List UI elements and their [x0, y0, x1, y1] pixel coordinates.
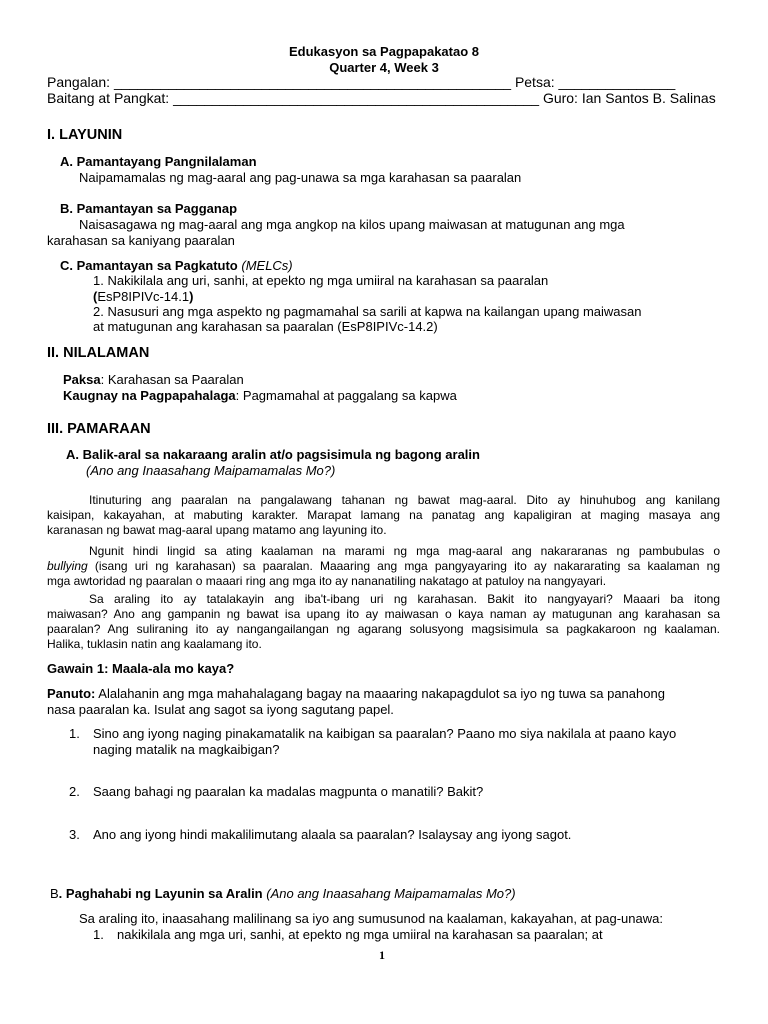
- paragraph-1-line: Itinuturing ang paaralan na pangalawang tahanan ng bawat mag-aaral. Dito ay hinuhubog ang kanilang: [89, 493, 720, 507]
- value-row: [63, 388, 457, 403]
- document-quarter: Quarter 4, Week 3: [329, 60, 439, 75]
- grade-blank: _______________________________________________: [173, 90, 540, 106]
- page-number: 1: [379, 948, 385, 962]
- paragraph-3-line: maiwasan? Ano ang gampanin ng bawat isa upang ito ay maiwasan o kaya naman ay matugunan ang karahasan sa: [47, 607, 720, 621]
- competency-1-line2: [93, 289, 193, 304]
- question-3-number: 3.: [69, 827, 80, 842]
- instruction-line2: nasa paaralan ka. Isulat ang sagot sa iyong sagutang papel.: [47, 702, 394, 717]
- activity-heading: Gawain 1: Maala-ala mo kaya?: [47, 661, 235, 676]
- date-label: Petsa:: [514, 74, 555, 90]
- layunin-b-text-line1: Naisasagawa ng mag-aaral ang mga angkop na kilos upang maiwasan at matugunan ang mga: [79, 217, 625, 232]
- section-b-item-1-number: 1.: [93, 927, 104, 942]
- value-label: Kaugnay na Pagpapahalaga: [63, 388, 236, 403]
- section-b-item-1: nakikilala ang mga uri, sanhi, at epekto ng mga umiiral na karahasan sa paaralan; at: [117, 927, 603, 942]
- question-1-number: 1.: [69, 726, 80, 741]
- layunin-a-heading: A. Pamantayang Pangnilalaman: [60, 154, 257, 169]
- paragraph-3-line: paaralan? Ang suliraning ito ay nangangailangan ng agarang solusyong magsisimula sa pagkakaroon ng kaalaman.: [47, 622, 720, 636]
- section-b-intro: Sa araling ito, inaasahang malilinang sa iyo ang sumusunod na kaalaman, kakayahan, at pag-unawa:: [79, 911, 663, 926]
- layunin-b-heading: B. Pamantayan sa Pagganap: [60, 201, 238, 216]
- competency-2-line1: 2. Nasusuri ang mga aspekto ng pagmamahal sa sarili at kapwa na kailangan upang maiwasan: [93, 304, 642, 319]
- teacher-name: Ian Santos B. Salinas: [581, 90, 716, 106]
- pamaraan-a-heading: A. Balik-aral sa nakaraang aralin at/o pagsisimula ng bagong aralin: [66, 447, 480, 462]
- date-blank: _______________: [558, 74, 676, 90]
- value-value: : Pagmamahal at paggalang sa kapwa: [235, 388, 457, 403]
- question-1-line2: naging matalik na magkaibigan?: [93, 742, 280, 757]
- question-2-number: 2.: [69, 784, 80, 799]
- pamaraan-a-subheading: (Ano ang Inaasahang Maipamamalas Mo?): [86, 463, 336, 478]
- paragraph-2-line: [47, 559, 720, 574]
- competency-1-line1: 1. Nakikilala ang uri, sanhi, at epekto ng mga umiiral na karahasan sa paaralan: [93, 273, 549, 288]
- layunin-b-text-line2: karahasan sa kaniyang paaralan: [47, 233, 235, 248]
- layunin-a-text: Naipamamalas ng mag-aaral ang pag-unawa sa mga karahasan sa paaralan: [79, 170, 522, 185]
- topic-value: : Karahasan sa Paaralan: [100, 372, 244, 387]
- paragraph-3-line: Sa araling ito ay tatalakayin ang iba't-ibang uri ng karahasan. Bakit ito nangyayari? Maaari ba itong: [89, 592, 720, 606]
- competency-1-code: EsP8IPIVc-14.1: [97, 289, 190, 304]
- section-b-heading: [50, 886, 516, 901]
- question-1-line1: Sino ang iyong naging pinakamatalik na kaibigan sa paaralan? Paano mo siya nakilala at paano kayo: [93, 726, 677, 741]
- document-subject: Edukasyon sa Pagpapakatao 8: [288, 44, 480, 59]
- name-row: [47, 74, 675, 90]
- paragraph-2-line: mga awtoridad ng paaralan o maaari ring ang mga ito ay nananatiling nakatago at patuloy na nangyayari.: [47, 574, 607, 588]
- paragraph-1: [47, 493, 720, 538]
- section-pamaraan-heading: III. PAMARAAN: [47, 421, 151, 437]
- code-open-paren: (: [93, 289, 98, 304]
- grade-label: Baitang at Pangkat:: [47, 90, 170, 106]
- paragraph-2: [47, 544, 720, 589]
- instruction-label: Panuto:: [47, 686, 96, 701]
- question-2: Saang bahagi ng paaralan ka madalas magpunta o manatili? Bakit?: [93, 784, 484, 799]
- code-close-paren: ): [189, 289, 194, 304]
- section-b-subheading: (Ano ang Inaasahang Maipamamalas Mo?): [266, 886, 516, 901]
- section-nilalaman-heading: II. NILALAMAN: [47, 345, 150, 361]
- section-b-letter: B: [50, 886, 59, 901]
- paragraph-3: [47, 592, 720, 652]
- paragraph-1-line: karanasan ng bawat mag-aaral upang matamo ang layuning ito.: [47, 523, 387, 537]
- paragraph-2-line: Ngunit hindi lingid sa ating kaalaman na marami ng mga mag-aaral ang nakararanas ng pambubulas o: [89, 544, 720, 558]
- bullying-term: bullying: [47, 559, 88, 573]
- instruction-text: Alalahanin ang mga mahahalagang bagay na maaaring nakapagdulot sa iyo ng tuwa sa panahong: [95, 686, 665, 701]
- grade-row: [47, 90, 716, 106]
- topic-row: [63, 372, 244, 387]
- layunin-c-heading: [60, 258, 293, 273]
- paragraph-2-line-rest: (isang uri ng karahasan) sa paaralan. Maaaring ang mga pangyayaring ito ay nakararating sa kaalaman ng: [87, 559, 720, 573]
- section-layunin-heading: I. LAYUNIN: [47, 127, 123, 143]
- paragraph-3-line: Halika, tuklasin natin ang kaalamang ito.: [47, 637, 262, 651]
- layunin-c-title: C. Pamantayan sa Pagkatuto: [60, 258, 238, 273]
- topic-label: Paksa: [63, 372, 101, 387]
- instruction-line1: [47, 686, 665, 701]
- competency-2-line2: at matugunan ang karahasan sa paaralan (EsP8IPIVc-14.2): [93, 319, 438, 334]
- paragraph-1-line: kaisipan, kakayahan, at mabuting karakter. Marapat lamang na panatag ang kapaligiran at maging masaya ang: [47, 508, 720, 522]
- section-b-title: . Paghahabi ng Layunin sa Aralin: [58, 886, 263, 901]
- name-blank: ___________________________________________________: [113, 74, 512, 90]
- melcs-note: (MELCs): [241, 258, 293, 273]
- teacher-label: Guro:: [542, 90, 578, 106]
- name-label: Pangalan:: [47, 74, 111, 90]
- question-3: Ano ang iyong hindi makalilimutang alaala sa paaralan? Isalaysay ang iyong sagot.: [93, 827, 572, 842]
